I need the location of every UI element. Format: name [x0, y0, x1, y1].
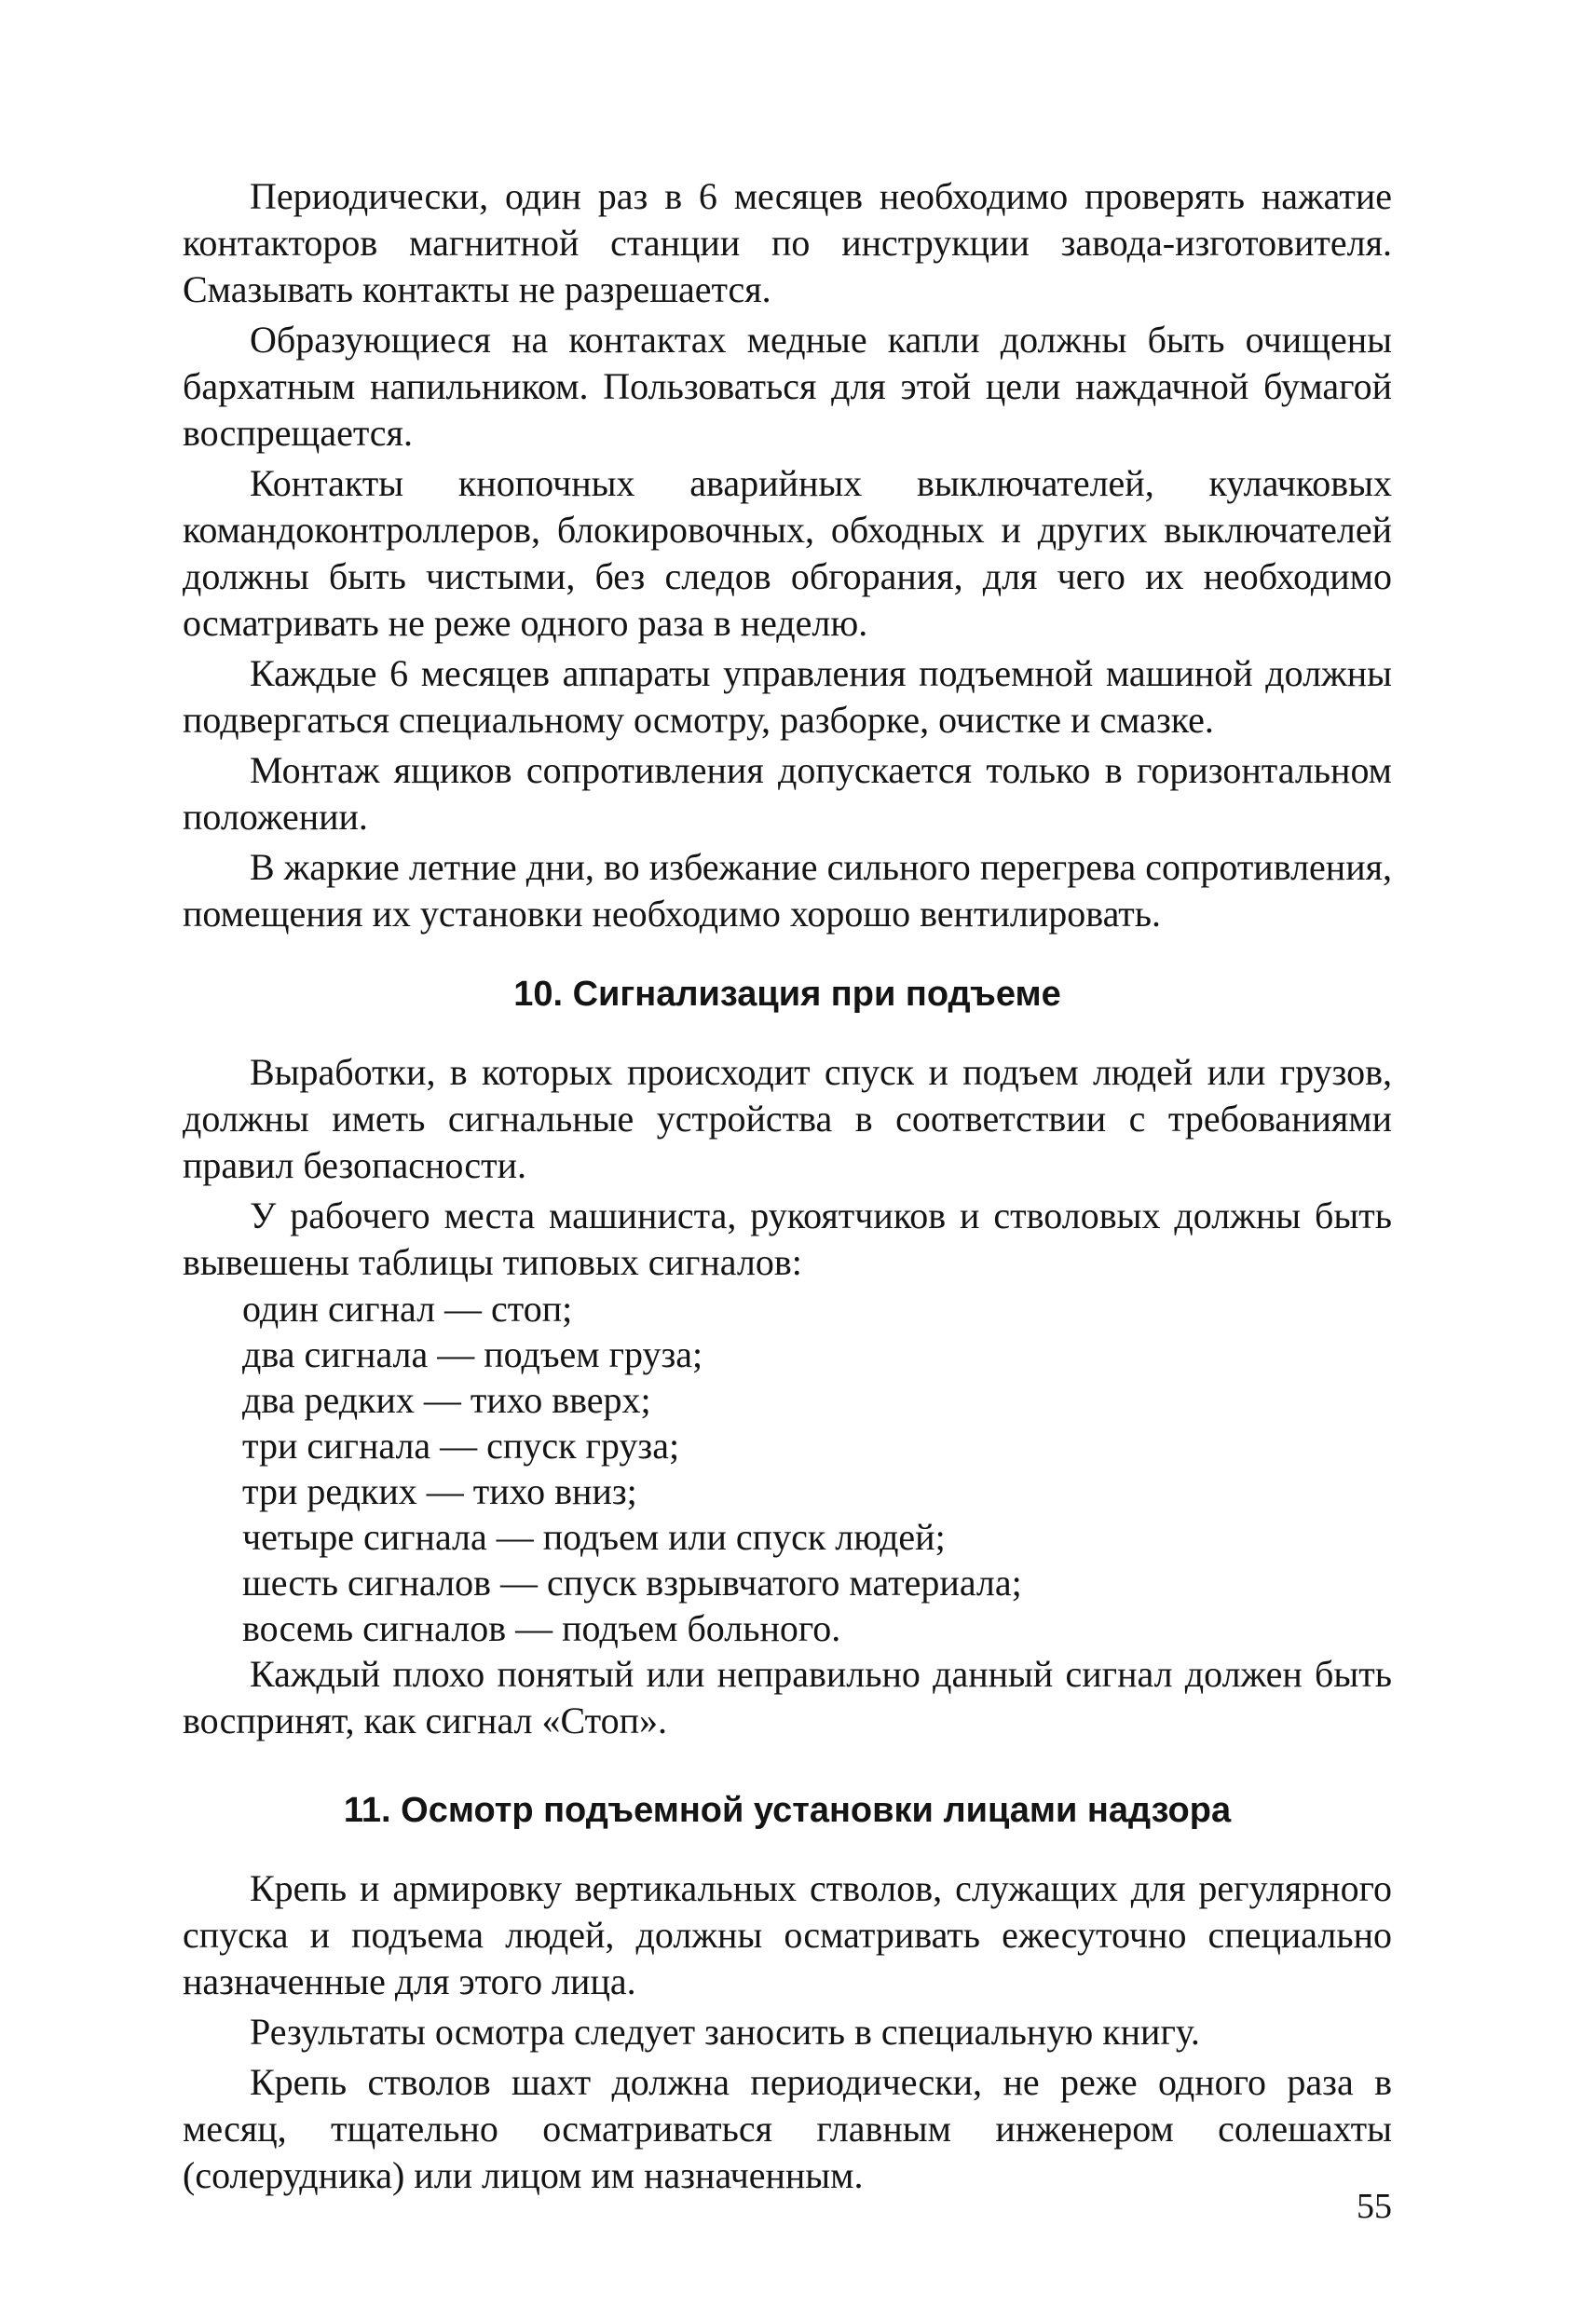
- paragraph-inspection-book: Результаты осмотра следует заносить в специальную книгу.: [250, 2011, 1200, 2053]
- signal-list-item: два редких — тихо вверх;: [242, 1379, 651, 1421]
- paragraph-shaft-lining: Крепь и армировку вертикальных стволов, служащих для регулярного спуска и подъема людей, должны осматривать ежесуточно специально назначенные для этого лица.: [183, 1867, 1392, 2002]
- signal-list-item: три сигнала — спуск груза;: [242, 1425, 680, 1467]
- paragraph-switch-contacts: Контакты кнопочных аварийных выключателей, кулачковых командоконтроллеров, блокировочных, обходных и других выключателей должны быть чистыми, без следов обгорания, для чего их необходимо осматривать не реже одного раза в неделю.: [183, 462, 1392, 644]
- text-column: [183, 173, 1392, 2199]
- section-heading-inspection: 11. Осмотр подъемной установки лицами надзора: [343, 1791, 1232, 1830]
- section-heading-signalling: 10. Сигнализация при подъеме: [513, 975, 1061, 1014]
- signal-list: [183, 1286, 1392, 1651]
- paragraph-signal-tables: У рабочего места машиниста, рукоятчиков и стволовых должны быть вывешены таблицы типовых сигналов:: [183, 1195, 1392, 1283]
- signal-list-item: один сигнал — стоп;: [242, 1288, 573, 1330]
- paragraph-monthly-inspection: Крепь стволов шахт должна периодически, не реже одного раза в месяц, тщательно осматриваться главным инженером солешахты (солерудника) или лицом им назначенным.: [183, 2061, 1392, 2196]
- signal-list-item: два сигнала — подъем груза;: [242, 1333, 703, 1375]
- paragraph-copper-drops: Образующиеся на контактах медные капли должны быть очищены бархатным напильником. Пользоваться для этой цели наждачной бумагой воспрещается.: [183, 319, 1392, 454]
- page-number: 55: [1357, 2187, 1392, 2226]
- signal-list-item: восемь сигналов — подъем больного.: [242, 1607, 841, 1649]
- paragraph-resistor-mounting: Монтаж ящиков сопротивления допускается только в горизонтальном положении.: [183, 749, 1392, 838]
- paragraph-ventilation: В жаркие летние дни, во избежание сильного перегрева сопротивления, помещения их установки необходимо хорошо вентилировать.: [183, 846, 1392, 935]
- signal-list-item: четыре сигнала — подъем или спуск людей;: [242, 1516, 946, 1558]
- paragraph-contactor-check: Периодически, один раз в 6 месяцев необходимо проверять нажатие контакторов магнитной станции по инструкции завода-изготовителя. Смазывать контакты не разрешается.: [183, 175, 1392, 310]
- signal-list-item: три редких — тихо вниз;: [242, 1470, 637, 1512]
- paragraph-stop-signal: Каждый плохо понятый или неправильно данный сигнал должен быть воспринят, как сигнал «Стоп».: [183, 1653, 1392, 1741]
- paragraph-control-inspection: Каждые 6 месяцев аппараты управления подъемной машиной должны подвергаться специальному осмотру, разборке, очистке и смазке.: [183, 652, 1392, 741]
- paragraph-signal-devices: Выработки, в которых происходит спуск и подъем людей или грузов, должны иметь сигнальные устройства в соответствии с требованиями правил безопасности.: [183, 1051, 1392, 1186]
- signal-list-item: шесть сигналов — спуск взрывчатого материала;: [242, 1562, 1022, 1604]
